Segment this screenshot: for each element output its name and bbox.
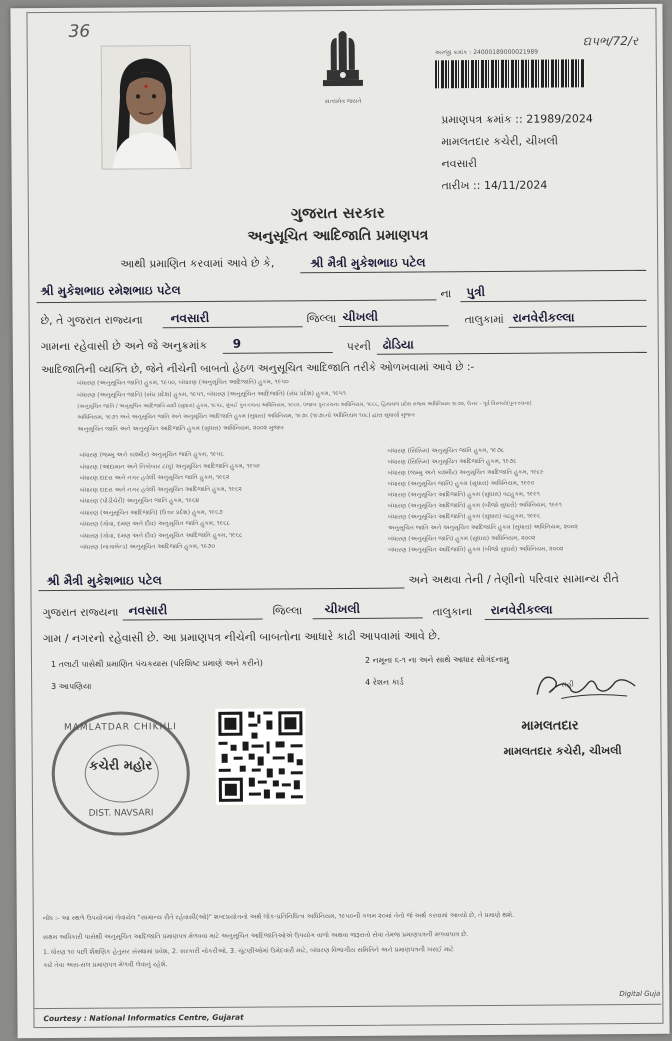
taluka-label-2: તાલુકાના (432, 605, 473, 619)
order-line: અધિનિયમ, ૧૯૭૧ અને અનુસૂચિત જાતિ અને અનુસૂચિત આદિજાતિ હુકમ (સુધારા) અધિનિયમ, ૧૯૭૬ (૧૯૭૬નો અધિનિયમ ૧૦૮) દ્વારા સુધાર્યા મુજબ (77, 412, 415, 421)
order-item: બંધારણ (જમ્મુ અને કાશ્મીર) અનુસૂચિત આદિજાતિ હુકમ, ૧૯૮૯ (387, 468, 544, 477)
orders-right-column (387, 444, 628, 556)
corner-number-left: 36 (68, 21, 91, 42)
applicant-name: શ્રી મૈત્રી મુકેશભાઇ પટેલ (310, 255, 426, 271)
serial-value: 9 (232, 336, 242, 351)
basis-item-2: 2 નમૂના ૬-૧ ના અને સાથે આધાર સોગંદનામુ (364, 654, 510, 665)
order-item: બંધારણ (સિક્કિમ) અનુસૂચિત આદિજાતિ હુકમ, ૧૯૭૮ (387, 457, 517, 466)
order-item: બંધારણ (અનુસૂચિત આદિજાતિ) હુકમ (સુધારા) વટહુકમ, ૧૯૯૬ (387, 512, 541, 521)
certificate-page (10, 4, 669, 1039)
barcode (435, 59, 585, 88)
order-item: બંધારણ (ગોવા, દમણ અને દીવ) અનુસૂચિત જાતિ હુકમ, ૧૯૬૮ (79, 519, 230, 528)
certificate-number: પ્રમાણપત્ર ક્રમાંક :: 21989/2024 (441, 112, 593, 127)
certify-label: આથી પ્રમાણિત કરવામાં આવે છે કે, (120, 256, 275, 271)
order-line: બંધારણ (અનુસૂચિત જાતિ) હુકમ, ૧૯૫૦, બંધારણ (અનુસૂચિત આદિજાતિ) હુકમ, ૧૯૫૦ (77, 378, 289, 387)
village-value: રાનવેરીકલ્લા (512, 310, 575, 325)
national-emblem-icon (311, 26, 376, 106)
seal-center-text: કચેરી મહોર (89, 758, 153, 774)
order-item: બંધારણ (જમ્મુ અને કાશ્મીર) અનુસૂચિત જાતિ હુકમ, ૧૯૫૬ (79, 450, 224, 459)
note-line: સક્ષમ અધિકારી પાસેથી અનુસૂચિત આદિજાતિ પ્રમાણપત્ર મેળવવા માટે અનુસૂચિત આદિજાતિઓએ ઉપયોગ વાળો અથવા જરૂરાતો સેવા તેમજ પ્રમાણપત્રની મળવાપાત્ર છે. (42, 930, 469, 942)
note-line: 1. ધોરણ ૧૦ પછી શૈક્ષણિક હેતુસર સંસ્થામાં પ્રવેશ, 2. સરકારી નોકરીઓ, 3. ચૂંટણીઓમાં ઉમેદવારી માટે, બંધારણ વિભાગીય સમિતિને અને પ્રમાણપત્રની ખરાઈ માટે (42, 945, 454, 957)
district-label-2: જિલ્લા (272, 604, 303, 618)
district-value: નવસારી (170, 310, 210, 326)
signature-icon (531, 666, 641, 711)
order-item: બંધારણ (અનુસૂચિત આદિજાતિ) હુકમ (સુધારા) વટહુકમ, ૧૯૯૧ (387, 490, 540, 499)
orders-list (77, 376, 637, 434)
signatory-office: મામલતદાર કચેરી, ચીખલી (503, 744, 622, 758)
relation-label: ના (440, 287, 452, 301)
emblem-caption: સત્યમેવ જયતે (324, 97, 362, 106)
district-label: જિલ્લા (306, 312, 337, 326)
serial-label: ગામના રહેવાસી છે અને જે અનુક્રમાંક (40, 338, 208, 354)
state-label: છે, તે ગુજરાત રાજ્યના (40, 313, 143, 328)
order-item: બંધારણ દાદરા અને નગર હવેલી અનુસૂચિત જાતિ હુકમ, ૧૯૬૨ (79, 473, 230, 482)
parent-name: શ્રી મુકેશભાઇ રમેશભાઇ પટેલ (40, 283, 181, 299)
applicant-photo (101, 45, 192, 170)
order-item: બંધારણ (અનુસૂચિત આદિજાતિ) હુકમ (બીજો સુધારો) અધિનિયમ, ૨૦૦૨ (388, 545, 564, 554)
heading-certificate: અનુસૂચિત આદિજાતિ પ્રમાણપત્ર (247, 227, 429, 245)
relation-value: પુત્રી (466, 284, 486, 300)
basis-item-4: 4 રેશન કાર્ડ (365, 677, 404, 687)
order-item: બંધારણ (આંદામાન અને નિકોબાર ટાપુ) અનુસૂચિત આદિજાતિ હુકમ, ૧૯૫૯ (79, 462, 261, 471)
signature-text: સહી (561, 680, 574, 689)
order-item: બંધારણ (ગોવા, દમણ અને દીવ) અનુસૂચિત આદિજાતિ હુકમ, ૧૯૬૮ (80, 531, 243, 540)
basis-statement: ગામ / નગરનો રહેવાસી છે. આ પ્રમાણપત્ર નીચેની બાબતોના આધારે કાઢી આપવામાં આવે છે. (42, 629, 441, 646)
basis-item-3: 3 આપણિયા (51, 681, 92, 692)
courtesy-text: Courtesy : National Informatics Centre, Gujarat (43, 1012, 244, 1024)
residence-label: અને અથવા તેની / તેણીનો પરિવાર સામાન્ય રીતે (408, 572, 619, 587)
issue-date: તારીખ :: 14/11/2024 (441, 178, 548, 193)
note-line: નોંધ :- આ સ્થળે ઉપયોગમાં લેવાયેલ "સામાન્ય રીતે રહેવાસી(ઓ)" શબ્દપ્રયોગનો અર્થ લોક-પ્રતિનિધિત્વ અધિનિયમ, ૧૯૫૦ની કલમ ૨૦માં તેનો જે અર્થ કરવામાં આવ્યો છે, તે પ્રમાણે થશે. (42, 910, 515, 923)
order-line: (અનુસૂચિત જાતિ / અનુસૂચિત આદિજાતિ યાદી (સુધારા) હુકમ, ૧૯૫૬, મુંબઈ પુનઃરચના અધિનિયમ, ૧૯૬૦, પંજાબ પુનઃરચના અધિનિયમ, ૧૯૬૬, હિમાચલ પ્રદેશ રાજ્ય અધિનિયમ ૧૯૭૦, ઉત્તર - પૂર્વ વિસ્તારો(પુનઃરચના) (77, 400, 532, 410)
taluka-value: ચીખલી (342, 309, 379, 324)
issuing-office: મામલતદાર કચેરી, ચીખલી (441, 134, 559, 149)
orders-left-column (79, 448, 340, 553)
issuing-district: નવસારી (441, 157, 478, 171)
signatory-title: મામલતદાર (521, 718, 579, 734)
taluka-value-2: ચીખલી (324, 601, 361, 617)
tribe-label: પરની (346, 339, 371, 353)
tribe-value: ઢોડિયા (382, 337, 414, 352)
heading-government: ગુજરાત સરકાર (290, 203, 385, 223)
order-item: બંધારણ (સિક્કિમ) અનુસૂચિત જાતિ હુકમ, ૧૯૭૮ (387, 446, 505, 455)
corner-number-right: દ્યપભ/72/ર (582, 33, 639, 49)
order-line: બંધારણ (અનુસૂચિત જાતિ) (સંઘ પ્રદેશ) હુકમ, ૧૯૫૧, બંધારણ (અનુસૂચિત આદિજાતિ) (સંઘ પ્રદેશ) હુકમ, ૧૯૫૧ (77, 389, 346, 399)
footer-notes (43, 910, 655, 970)
order-item: બંધારણ (અનુસૂચિત આદિજાતિ) હુકમ (બીજો સુધારો) અધિનિયમ, ૧૯૯૧ (387, 501, 562, 510)
recognition-statement: આદિજાતિની વ્યક્તિ છે, જેને નીચેની બાબતો હેઠળ અનુસૂચિત આદિજાતિ તરીકે ઓળખવામાં આવે છે :- (40, 361, 475, 377)
district-value-2: નવસારી (128, 603, 168, 618)
applicant-name-repeat: શ્રી મૈત્રી મુકેશભાઇ પટેલ (46, 573, 162, 589)
note-line: કાઢે તેવા અસ-સલ પ્રમાણપત્ર મેળવી લેવાનું રહેશે. (43, 960, 168, 970)
state-label-2: ગુજરાત રાજ્યના (42, 605, 119, 620)
order-line: અનુસૂચિત જાતિ અને અનુસૂચિત આદિજાતિ હુકમ (સુધારા) અધિનિયમ, ૨૦૦૨ મુજબ (77, 424, 284, 433)
order-item: અનુસૂચિત જાતિ અને અનુસૂચિત આદિજાતિ હુકમ (સુધારા) અધિનિયમ, ૨૦૦૨ (388, 523, 578, 532)
order-item: બંધારણ (અનુસૂચિત જાતિ) હુકમ (સુધારા) અધિનિયમ, ૨૦૦૨ (388, 534, 536, 543)
order-item: બંધારણ (અનુસૂચિત આદિજાતિ) (ઉત્તર પ્રદેશ) હુકમ, ૧૯૬૭ (79, 508, 223, 517)
qr-code-icon (215, 708, 306, 805)
order-item: બંધારણ (અનુસૂચિત જાતિ) હુકમ (સુધારા) અધિનિયમ, ૧૯૯૦ (387, 479, 535, 488)
digital-gujarat-label: Digital Guja (619, 989, 661, 999)
barcode-caption: અરજી ક્રમાંક : 24000189000021989 (434, 48, 539, 57)
seal-bottom-text: DIST. NAVSARI (88, 808, 154, 819)
order-item: બંધારણ દાદરા અને નગર હવેલી અનુસૂચિત આદિજાતિ હુકમ, ૧૯૬૨ (79, 485, 242, 494)
village-value-2: રાનવેરીકલ્લા (490, 602, 553, 617)
order-item: બંધારણ (નાગાલેન્ડ) અનુસૂચિત આદિજાતિ હુકમ, ૧૯૭૦ (80, 542, 216, 551)
seal-outer-text: MAMLATDAR CHIKHLI (63, 722, 177, 733)
basis-item-1: 1 તલાટી પાસેથી પ્રમાણિત પંચકયાસ (પરિશિષ્ટ પ્રમાણે અને કરીને) (50, 658, 263, 670)
order-item: બંધારણ (પોંડીચેરી) અનુસૂચિત જાતિ હુકમ, ૧૯૬૪ (79, 496, 200, 505)
taluka-label: તાલુકામાં (464, 312, 504, 327)
office-seal-icon (51, 711, 190, 836)
